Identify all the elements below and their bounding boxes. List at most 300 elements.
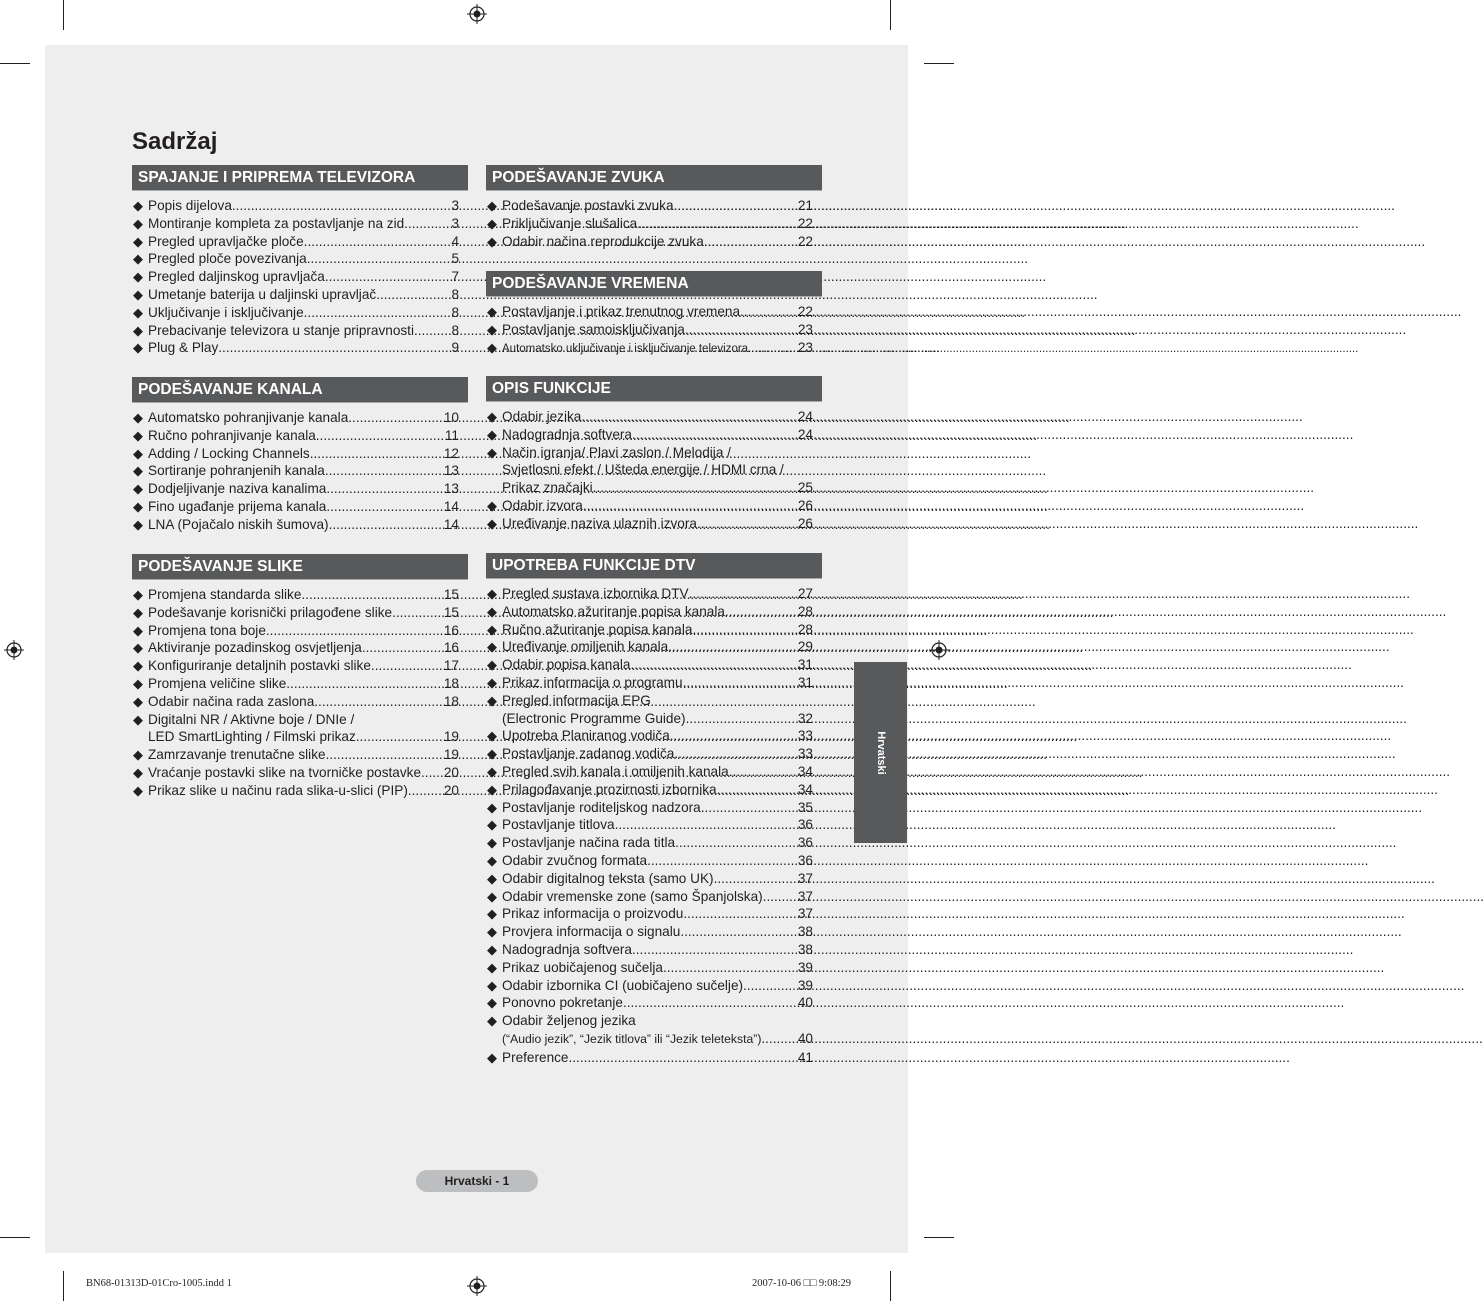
dot-leader (218, 339, 450, 357)
toc-entry-title: Pregled svih kanala i omiljenih kanala (502, 763, 729, 779)
toc-entry[interactable] (132, 462, 468, 480)
toc-entry-title: Automatsko uključivanje i isključivanje televizora (502, 342, 749, 355)
crop-mark (63, 0, 64, 30)
dot-leader (674, 745, 797, 763)
toc-entry-title: Uređivanje omiljenih kanala (502, 639, 669, 655)
toc-page-number: 19 (443, 747, 459, 763)
toc-entry-title: Odabir načina rada zaslona (148, 693, 315, 709)
diamond-bullet-icon: ◆ (487, 215, 497, 231)
toc-entry-title: Postavljanje roditeljskog nadzora (502, 799, 701, 815)
toc-entry[interactable] (132, 304, 468, 322)
toc-entry[interactable] (486, 941, 822, 959)
toc-list (486, 297, 822, 358)
toc-entry[interactable] (486, 977, 822, 995)
toc-entry[interactable] (132, 586, 468, 604)
toc-page-number: 24 (797, 409, 813, 424)
diamond-bullet-icon: ◆ (487, 1013, 497, 1029)
diamond-bullet-icon: ◆ (133, 587, 143, 602)
toc-entry-title: Umetanje baterija u daljinski upravljač (148, 286, 377, 302)
toc-entry[interactable] (132, 322, 468, 340)
toc-entry-title: Postavljanje zadanog vodiča (502, 746, 675, 762)
dot-leader (692, 621, 796, 639)
toc-page-number: 37 (797, 888, 813, 904)
toc-page-number: 3 (451, 215, 459, 231)
toc-entry-title: Adding / Locking Channels (148, 445, 310, 461)
toc-page-number: 13 (443, 463, 459, 479)
toc-entry[interactable] (486, 321, 822, 339)
diamond-bullet-icon: ◆ (133, 269, 143, 285)
crop-mark (924, 1237, 954, 1238)
toc-page-number: 14 (443, 498, 459, 514)
toc-section (486, 376, 822, 533)
toc-page-number: 25 (797, 480, 813, 496)
toc-page-number: 3 (451, 198, 459, 213)
diamond-bullet-icon: ◆ (487, 515, 497, 531)
toc-entry-title: Ručno pohranjivanje kanala (148, 427, 316, 443)
toc-page-number: 36 (797, 852, 813, 868)
diamond-bullet-icon: ◆ (487, 304, 497, 319)
dot-leader (683, 674, 797, 692)
toc-entry[interactable] (132, 639, 468, 657)
diamond-bullet-icon: ◆ (133, 747, 143, 763)
dot-leader (630, 656, 796, 674)
diamond-bullet-icon: ◆ (487, 995, 497, 1011)
dot-leader (675, 834, 797, 852)
dot-leader (743, 977, 797, 995)
diamond-bullet-icon: ◆ (133, 764, 143, 780)
toc-entry[interactable] (132, 675, 468, 693)
dot-leader (326, 746, 443, 764)
dot-leader (729, 763, 797, 781)
diamond-bullet-icon: ◆ (133, 711, 143, 727)
toc-entry[interactable] (486, 959, 822, 977)
toc-entry-title: Priključivanje slušalica (502, 215, 638, 231)
toc-page-number: 28 (797, 603, 813, 619)
toc-page-number: 39 (797, 977, 813, 993)
toc-page-number: 23 (797, 321, 813, 337)
dot-leader (356, 728, 443, 746)
toc-entry[interactable] (132, 782, 468, 800)
diamond-bullet-icon: ◆ (487, 924, 497, 940)
toc-entry[interactable] (132, 250, 468, 268)
toc-entry[interactable] (132, 498, 468, 516)
toc-entry-title: Podešavanje korisnički prilagođene slike (148, 604, 393, 620)
toc-entry-title: Vraćanje postavki slike na tvorničke postavke (148, 764, 422, 780)
page-number-badge: Hrvatski - 1 (416, 1170, 538, 1192)
toc-entry[interactable] (486, 408, 822, 426)
toc-page-number: 18 (443, 675, 459, 691)
toc-entry[interactable] (486, 799, 822, 817)
dot-leader (647, 852, 797, 870)
toc-page-number: 32 (797, 710, 813, 726)
diamond-bullet-icon: ◆ (133, 233, 143, 249)
toc-entry-title: Automatsko pohranjivanje kanala (148, 410, 349, 425)
toc-entry[interactable] (486, 834, 822, 852)
registration-mark-icon (467, 4, 487, 24)
toc-entry[interactable] (486, 674, 822, 692)
toc-entry-title: Pregled daljinskog upravljača (148, 269, 325, 285)
section-heading: SPAJANJE I PRIPREMA TELEVIZORA (132, 165, 468, 191)
toc-entry-title: Zamrzavanje trenutačne slike (148, 747, 326, 763)
dot-leader (663, 959, 797, 977)
toc-entry-title: Upotreba Planiranog vodiča (502, 728, 670, 744)
toc-page-number: 17 (443, 658, 459, 674)
toc-entry[interactable] (132, 427, 468, 445)
dot-leader (593, 479, 797, 497)
diamond-bullet-icon: ◆ (133, 498, 143, 514)
toc-page-number: 36 (797, 835, 813, 851)
dot-leader (680, 923, 797, 941)
toc-entry[interactable] (132, 711, 468, 747)
dot-leader (392, 604, 443, 622)
toc-entry-text-line: Svjetlosni efekt / Ušteda energije / HDMI crna / (502, 462, 784, 478)
print-slug-right: 2007-10-06 □□ 9:08:29 (752, 1278, 852, 1289)
diamond-bullet-icon: ◆ (487, 233, 497, 249)
dot-leader (683, 905, 797, 923)
dot-leader (748, 341, 797, 359)
dot-leader (326, 498, 443, 516)
toc-entry[interactable] (486, 905, 822, 923)
toc-page-number: 13 (443, 481, 459, 497)
toc-page-number: 21 (797, 198, 813, 213)
dot-leader (717, 781, 797, 799)
toc-entry[interactable] (486, 852, 822, 870)
toc-entry-title: Plug & Play (148, 340, 219, 356)
toc-section (132, 554, 468, 800)
dot-leader (316, 427, 444, 445)
dot-leader (685, 321, 797, 339)
dot-leader (376, 286, 450, 304)
toc-entry[interactable] (486, 745, 822, 763)
toc-entry-title: Promjena veličine slike (148, 675, 287, 691)
toc-entry[interactable] (486, 1049, 822, 1067)
toc-entry[interactable] (486, 233, 822, 251)
toc-page-number: 27 (797, 586, 813, 601)
toc-entry[interactable] (132, 516, 468, 534)
toc-entry[interactable] (486, 692, 822, 728)
toc-page-number: 24 (797, 426, 813, 442)
toc-entry[interactable] (486, 763, 822, 781)
diamond-bullet-icon: ◆ (487, 639, 497, 655)
dot-leader (310, 445, 443, 463)
toc-page-number: 23 (797, 339, 813, 355)
diamond-bullet-icon: ◆ (487, 763, 497, 779)
diamond-bullet-icon: ◆ (133, 463, 143, 479)
dot-leader (329, 516, 443, 534)
toc-entry-title: Montiranje kompleta za postavljanje na zid (148, 215, 405, 231)
toc-entry[interactable] (132, 746, 468, 764)
toc-page-number: 8 (451, 322, 459, 338)
diamond-bullet-icon: ◆ (133, 198, 143, 213)
toc-page-number: 10 (443, 410, 459, 425)
dot-leader (286, 675, 443, 693)
diamond-bullet-icon: ◆ (487, 977, 497, 993)
toc-list (486, 402, 822, 533)
toc-entry-title: Odabir izvora (502, 497, 583, 513)
toc-entry[interactable] (486, 621, 822, 639)
toc-entry-title: Postavljanje i prikaz trenutnog vremena (502, 304, 741, 319)
toc-entry[interactable] (132, 409, 468, 427)
toc-entry[interactable] (132, 693, 468, 711)
toc-page-number: 8 (451, 304, 459, 320)
toc-entry[interactable] (486, 888, 822, 906)
registration-mark-icon (467, 1276, 487, 1296)
toc-page-number: 33 (797, 746, 813, 762)
toc-page-number: 15 (443, 604, 459, 620)
toc-page-number: 34 (797, 763, 813, 779)
toc-entry-title: Prikaz uobičajenog sučelja (502, 959, 663, 975)
toc-entry-title: Pregled sustava izbornika DTV (502, 586, 689, 601)
diamond-bullet-icon: ◆ (487, 198, 497, 213)
section-heading: OPIS FUNKCIJE (486, 376, 822, 402)
toc-section (132, 165, 468, 357)
toc-list (486, 579, 822, 1067)
toc-entry[interactable] (132, 622, 468, 640)
toc-entry[interactable] (486, 444, 822, 497)
dot-leader (325, 268, 451, 286)
dot-leader (689, 585, 797, 603)
dot-leader (632, 941, 797, 959)
toc-entry[interactable] (486, 585, 822, 603)
diamond-bullet-icon: ◆ (487, 888, 497, 904)
diamond-bullet-icon: ◆ (487, 657, 497, 673)
diamond-bullet-icon: ◆ (487, 941, 497, 957)
dot-leader (348, 409, 443, 427)
crop-mark (0, 1237, 30, 1238)
toc-entry[interactable] (132, 268, 468, 286)
diamond-bullet-icon: ◆ (133, 658, 143, 674)
toc-entry-title: Ručno ažuriranje popisa kanala (502, 621, 693, 637)
toc-page-number: 9 (451, 340, 459, 356)
dot-leader (697, 515, 797, 533)
toc-entry[interactable] (486, 197, 822, 215)
dot-leader (763, 888, 797, 906)
diamond-bullet-icon: ◆ (133, 322, 143, 338)
toc-page-number: 37 (797, 906, 813, 922)
toc-page-number: 38 (797, 941, 813, 957)
dot-leader (704, 233, 797, 251)
diamond-bullet-icon: ◆ (487, 497, 497, 513)
toc-page-number: 26 (797, 497, 813, 513)
section-heading: PODEŠAVANJE KANALA (132, 377, 468, 403)
toc-entry[interactable] (132, 445, 468, 463)
toc-entry[interactable] (132, 233, 468, 251)
toc-page-number: 31 (797, 657, 813, 673)
toc-entry-text-line: Odabir željenog jezika (502, 1013, 636, 1029)
toc-entry-title: Nadogradnja softvera (502, 426, 632, 442)
toc-entry[interactable] (132, 764, 468, 782)
dot-leader (371, 657, 443, 675)
toc-page-number: 14 (443, 516, 459, 532)
toc-entry[interactable] (486, 603, 822, 621)
toc-entry-title: Postavljanje načina rada titla (502, 835, 676, 851)
toc-page-number: 36 (797, 817, 813, 833)
toc-page-number: 29 (797, 639, 813, 655)
dot-leader (326, 480, 443, 498)
toc-entry-title: LNA (Pojačalo niskih šumova) (148, 516, 329, 532)
diamond-bullet-icon: ◆ (487, 906, 497, 922)
toc-entry-title: Pregled upravljačke ploče (148, 233, 304, 249)
dot-leader (314, 693, 443, 711)
toc-list (132, 403, 468, 534)
toc-entry-title: Konfiguriranje detaljnih postavki slike (148, 658, 371, 674)
toc-entry[interactable] (132, 286, 468, 304)
dot-leader (581, 408, 797, 426)
dot-leader (670, 727, 797, 745)
diamond-bullet-icon: ◆ (487, 426, 497, 442)
diamond-bullet-icon: ◆ (487, 674, 497, 690)
toc-page-number: 20 (443, 782, 459, 798)
toc-entry-title: Odabir digitalnog teksta (samo UK) (502, 870, 714, 886)
section-heading: UPOTREBA FUNKCIJE DTV (486, 553, 822, 579)
toc-entry-title: Uređivanje naziva ulaznih izvora (502, 515, 697, 531)
diamond-bullet-icon: ◆ (487, 835, 497, 851)
toc-entry-title: Odabir izbornika CI (uobičajeno sučelje) (502, 977, 744, 993)
toc-entry-title: Popis dijelova (148, 198, 232, 213)
dot-leader (701, 799, 797, 817)
toc-entry[interactable] (486, 656, 822, 674)
diamond-bullet-icon: ◆ (133, 622, 143, 638)
diamond-bullet-icon: ◆ (487, 852, 497, 868)
dot-leader (637, 215, 797, 233)
toc-entry[interactable] (486, 994, 822, 1012)
dot-leader (674, 197, 797, 215)
toc-entry-title: Nadogradnja softvera (502, 941, 632, 957)
toc-page-number: 22 (797, 304, 813, 319)
diamond-bullet-icon: ◆ (133, 410, 143, 425)
diamond-bullet-icon: ◆ (133, 445, 143, 461)
toc-entry[interactable] (486, 515, 822, 533)
dot-leader (714, 870, 797, 888)
diamond-bullet-icon: ◆ (487, 321, 497, 337)
toc-entry-title: Preference (502, 1049, 569, 1065)
diamond-bullet-icon: ◆ (487, 692, 497, 708)
dot-leader (304, 304, 451, 322)
diamond-bullet-icon: ◆ (487, 586, 497, 601)
toc-entry[interactable] (486, 215, 822, 233)
toc-entry[interactable] (486, 816, 822, 834)
toc-entry-title: Podešavanje postavki zvuka (502, 198, 674, 213)
toc-page-number: 41 (797, 1049, 813, 1065)
toc-page-number: 7 (451, 269, 459, 285)
toc-entry[interactable] (132, 339, 468, 357)
toc-entry[interactable] (132, 480, 468, 498)
toc-page-number: 37 (797, 870, 813, 886)
dot-leader (761, 1030, 796, 1048)
toc-entry-title: Odabir vremenske zone (samo Španjolska) (502, 888, 763, 904)
dot-leader (307, 250, 451, 268)
toc-page-number: 20 (443, 764, 459, 780)
dot-leader (615, 816, 797, 834)
dot-leader (583, 497, 797, 515)
dot-leader (325, 462, 443, 480)
toc-page-number: 16 (443, 640, 459, 656)
crop-mark (890, 1271, 891, 1301)
diamond-bullet-icon: ◆ (487, 870, 497, 886)
toc-entry[interactable] (132, 604, 468, 622)
toc-entry[interactable] (132, 657, 468, 675)
toc-entry-title: Prikaz informacija o programu (502, 674, 683, 690)
toc-entry[interactable] (486, 303, 822, 321)
toc-entry-title: LED SmartLighting / Filmski prikaz (148, 729, 356, 745)
dot-leader (304, 233, 451, 251)
dot-leader (623, 994, 797, 1012)
diamond-bullet-icon: ◆ (133, 675, 143, 691)
diamond-bullet-icon: ◆ (487, 1049, 497, 1065)
registration-mark-icon (4, 640, 24, 660)
toc-entry-title: Automatsko ažuriranje popisa kanala (502, 603, 725, 619)
toc-entry-text-line: Način igranja/ Plavi zaslon / Melodija / (502, 444, 731, 460)
diamond-bullet-icon: ◆ (133, 340, 143, 356)
toc-entry-title: Promjena tona boje (148, 622, 266, 638)
toc-page-number: 22 (797, 233, 813, 249)
crop-mark (63, 1271, 64, 1301)
toc-entry-title: Uključivanje i isključivanje (148, 304, 304, 320)
toc-entry[interactable] (132, 215, 468, 233)
section-heading: PODEŠAVANJE ZVUKA (486, 165, 822, 191)
diamond-bullet-icon: ◆ (133, 481, 143, 497)
toc-entry-title: Odabir jezika (502, 409, 582, 424)
dot-leader (232, 197, 451, 215)
print-slug-left: BN68-01313D-01Cro-1005.indd 1 (86, 1278, 232, 1289)
toc-entry-title: Odabir načina reprodukcije zvuka (502, 233, 704, 249)
dot-leader (362, 639, 443, 657)
toc-entry-title: Prikaz slike u načinu rada slika-u-slici (PIP) (148, 782, 408, 798)
dot-leader (266, 622, 443, 640)
toc-page-number: 12 (443, 445, 459, 461)
toc-section (486, 165, 822, 250)
toc-entry-title: Prikaz informacija o proizvodu (502, 906, 684, 922)
toc-page-number: 39 (797, 959, 813, 975)
dot-leader (421, 764, 443, 782)
toc-entry-title: Dodjeljivanje naziva kanalima (148, 481, 327, 497)
toc-entry-title: Pregled ploče povezivanja (148, 251, 307, 267)
dot-leader (414, 322, 450, 340)
diamond-bullet-icon: ◆ (133, 640, 143, 656)
toc-page-number: 40 (797, 995, 813, 1011)
diamond-bullet-icon: ◆ (487, 603, 497, 619)
diamond-bullet-icon: ◆ (133, 304, 143, 320)
toc-entry[interactable] (486, 781, 822, 799)
toc-section (486, 271, 822, 358)
toc-entry[interactable] (486, 727, 822, 745)
toc-entry[interactable] (486, 638, 822, 656)
toc-entry[interactable] (486, 339, 822, 359)
toc-entry-text-line: Pregled informacija EPG (502, 692, 651, 708)
toc-entry-title: Promjena standarda slike (148, 587, 302, 602)
diamond-bullet-icon: ◆ (487, 444, 497, 460)
toc-entry[interactable] (486, 1012, 822, 1049)
toc-entry[interactable] (132, 197, 468, 215)
toc-page-number: 28 (797, 621, 813, 637)
toc-entry[interactable] (486, 497, 822, 515)
toc-entry[interactable] (486, 923, 822, 941)
toc-page-number: 19 (443, 729, 459, 745)
diamond-bullet-icon: ◆ (133, 215, 143, 231)
crop-mark (890, 0, 891, 30)
toc-entry-title: Sortiranje pohranjenih kanala (148, 463, 325, 479)
toc-page-number: 22 (797, 215, 813, 231)
diamond-bullet-icon: ◆ (487, 817, 497, 833)
section-heading: PODEŠAVANJE VREMENA (486, 271, 822, 297)
toc-entry-title: Odabir popisa kanala (502, 657, 631, 673)
diamond-bullet-icon: ◆ (133, 251, 143, 267)
toc-entry-title: Postavljanje titlova (502, 817, 615, 833)
dot-leader (725, 603, 797, 621)
toc-entry[interactable] (486, 870, 822, 888)
diamond-bullet-icon: ◆ (133, 782, 143, 798)
toc-entry[interactable] (486, 426, 822, 444)
